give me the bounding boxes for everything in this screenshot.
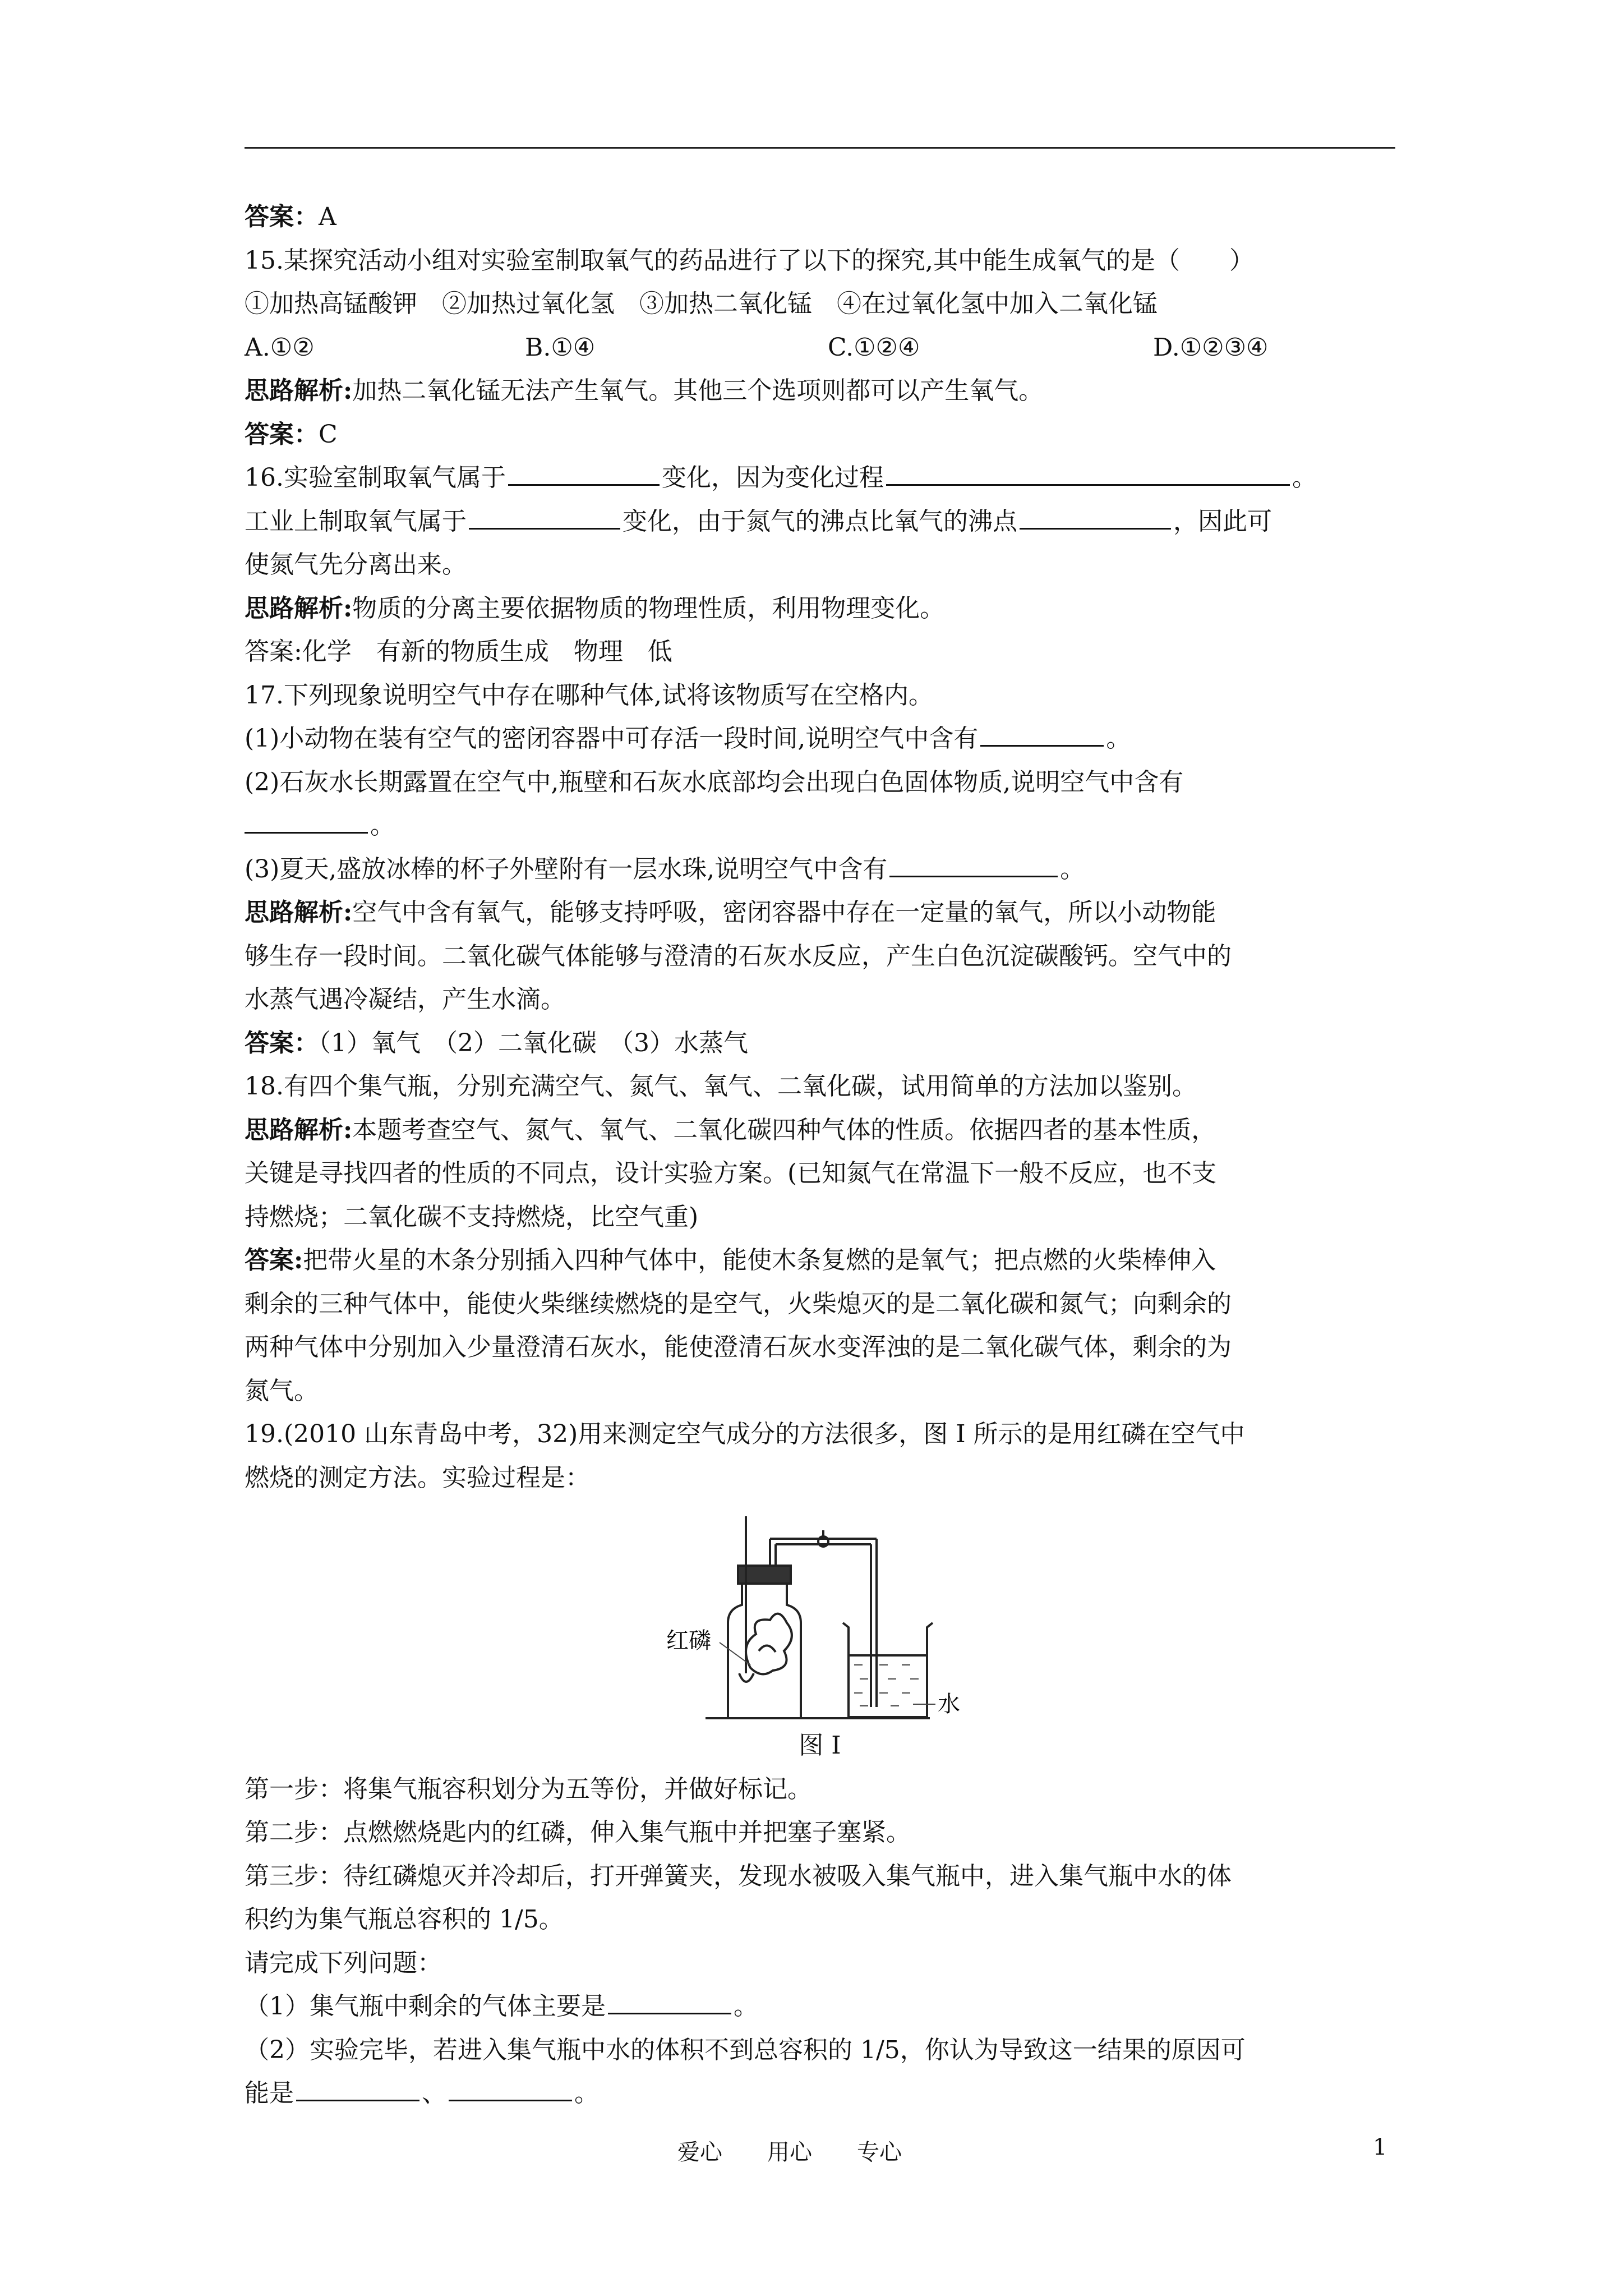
- q15-analysis: [245, 369, 1395, 413]
- q18-answer-2: 剩余的三种气体中，能使火柴继续燃烧的是空气，火柴熄灭的是二氧化碳和氮气；向剩余的: [245, 1289, 1232, 1318]
- q17-text: 。: [1060, 854, 1085, 884]
- q16-text: 工业上制取氧气属于: [245, 507, 467, 536]
- answer-value: （1）氧气 （2）二氧化碳 （3）水蒸气: [319, 1028, 748, 1057]
- q18-analysis-2: 关键是寻找四者的性质的不同点，设计实验方案。(已知氮气在常温下一般不反应，也不支: [245, 1159, 1217, 1188]
- q16-text: 16.实验室制取氧气属于: [245, 463, 506, 492]
- q16-text: 。: [1292, 463, 1317, 492]
- q19-sub1: [245, 1985, 1395, 2028]
- analysis-label: 思路解析:: [245, 1115, 353, 1144]
- answer-value: A: [319, 203, 336, 231]
- option-c: C.①②④: [828, 333, 920, 362]
- q18-analysis-3: 持燃烧；二氧化碳不支持燃烧，比空气重): [245, 1202, 699, 1231]
- fill-blank[interactable]: [469, 502, 620, 530]
- fill-blank[interactable]: [889, 850, 1058, 877]
- q19-step3-cont: 积约为集气瓶总容积的 1/5。: [245, 1905, 564, 1934]
- apparatus-diagram: [666, 1505, 980, 1724]
- fill-blank[interactable]: [608, 1987, 731, 2014]
- q19-text: （1）集气瓶中剩余的气体主要是: [245, 1992, 606, 2021]
- q19-stem: 19.(2010 山东青岛中考，32)用来测定空气成分的方法很多，图 I 所示的是用红磷在空气中: [245, 1420, 1245, 1448]
- q17-text: 。: [370, 811, 395, 840]
- q16-answer: 答案:化学 有新的物质生成 物理 低: [245, 637, 672, 666]
- q18-answer-3: 两种气体中分别加入少量澄清石灰水，能使澄清石灰水变浑浊的是二氧化碳气体，剩余的为: [245, 1333, 1232, 1361]
- analysis-label: 思路解析:: [245, 376, 353, 405]
- q16-analysis: [245, 587, 1395, 631]
- page-number: 1: [1373, 2134, 1387, 2160]
- q17-stem: 17.下列现象说明空气中存在哪种气体,试将该物质写在空格内。: [245, 680, 933, 710]
- q17-part2: (2)石灰水长期露置在空气中,瓶壁和石灰水底部均会出现白色固体物质,说明空气中含有: [245, 767, 1184, 797]
- analysis-label: 思路解析:: [245, 898, 353, 927]
- analysis-label: 思路解析:: [245, 593, 353, 623]
- answer-label: 答案：: [245, 203, 319, 231]
- q19-sub2-cont: [245, 2072, 1395, 2115]
- answer-label: 答案：: [245, 1028, 319, 1057]
- q19-step3: 第三步：待红磷熄灭并冷却后，打开弹簧夹，发现水被吸入集气瓶中，进入集气瓶中水的体: [245, 1861, 1232, 1890]
- option-a: A.①②: [245, 333, 315, 362]
- q17-analysis: [245, 891, 1395, 935]
- q19-step1: 第一步：将集气瓶容积划分为五等份，并做好标记。: [245, 1774, 812, 1803]
- q16-text: 变化，因为变化过程: [661, 463, 884, 492]
- fill-blank[interactable]: [296, 2074, 419, 2101]
- fill-blank[interactable]: [980, 719, 1104, 747]
- fill-blank[interactable]: [1020, 502, 1171, 530]
- q18-answer: [245, 1239, 1395, 1282]
- q17-analysis-2: 够生存一段时间。二氧化碳气体能够与澄清的石灰水反应，产生白色沉淀碳酸钙。空气中的: [245, 941, 1232, 970]
- q17-answer: [245, 1022, 1395, 1065]
- fill-blank[interactable]: [245, 806, 368, 834]
- header-rule: [245, 147, 1395, 149]
- q18-analysis: [245, 1108, 1395, 1152]
- q17-part2-cont: [245, 804, 1395, 848]
- fill-blank[interactable]: [886, 458, 1290, 486]
- apparatus-figure: [245, 1499, 1395, 1724]
- answer-label: 答案：: [245, 420, 319, 449]
- q19-stem-2: 燃烧的测定方法。实验过程是：: [245, 1463, 590, 1492]
- document-body: [245, 195, 1395, 2115]
- q19-text: 能是: [245, 2079, 294, 2108]
- analysis-text: 物质的分离主要依据物质的物理性质，利用物理变化。: [352, 593, 945, 623]
- answer-label: 答案:: [245, 1246, 303, 1274]
- q17-analysis-3: 水蒸气遇冷凝结，产生水滴。: [245, 985, 565, 1014]
- q17-text: 。: [1106, 724, 1131, 753]
- option-b: B.①④: [525, 333, 596, 362]
- analysis-text: 空气中含有氧气，能够支持呼吸，密闭容器中存在一定量的氧气，所以小动物能: [352, 898, 1216, 927]
- q16-text: ，因此可: [1173, 507, 1272, 536]
- q19-text: 、: [422, 2079, 446, 2108]
- analysis-text: 本题考查空气、氮气、氧气、二氧化碳四种气体的性质。依据四者的基本性质，: [352, 1115, 1216, 1144]
- footer-motto: 爱心 用心 专心: [677, 2139, 902, 2165]
- answer-text: 把带火星的木条分别插入四种气体中，能使木条复燃的是氧气；把点燃的火柴棒伸入: [303, 1246, 1216, 1274]
- q15-items: ①加热高锰酸钾 ②加热过氧化氢 ③加热二氧化锰 ④在过氧化氢中加入二氧化锰: [245, 289, 1158, 318]
- q19-text: 。: [734, 1992, 758, 2021]
- q18-stem: 18.有四个集气瓶，分别充满空气、氮气、氧气、二氧化碳，试用简单的方法加以鉴别。: [245, 1072, 1197, 1101]
- q17-text: (3)夏天,盛放冰棒的杯子外壁附有一层水珠,说明空气中含有: [245, 854, 888, 884]
- q17-text: (1)小动物在装有空气的密闭容器中可存活一段时间,说明空气中含有: [245, 724, 979, 753]
- q19-prompt: 请完成下列问题：: [245, 1948, 442, 1977]
- fill-blank[interactable]: [449, 2074, 572, 2101]
- q16-line2: [245, 500, 1395, 544]
- q15-options: [245, 326, 1395, 370]
- q16-text: 变化，由于氮气的沸点比氧气的沸点: [623, 507, 1017, 536]
- q18-answer-4: 氮气。: [245, 1376, 319, 1405]
- label-water: 水: [938, 1691, 960, 1717]
- label-red-phosphorus: 红磷: [666, 1628, 711, 1654]
- answer-value: C: [319, 420, 338, 449]
- fill-blank[interactable]: [508, 458, 660, 486]
- q16-line1: [245, 456, 1395, 500]
- figure-caption: 图 I: [799, 1731, 841, 1760]
- q19-step2: 第二步：点燃燃烧匙内的红磷，伸入集气瓶中并把塞子塞紧。: [245, 1818, 911, 1847]
- option-d: D.①②③④: [1153, 333, 1269, 362]
- q15-stem: 15.某探究活动小组对实验室制取氧气的药品进行了以下的探究,其中能生成氧气的是（ ）: [245, 246, 1254, 275]
- q17-part3: [245, 848, 1395, 891]
- q15-answer: [245, 413, 1395, 457]
- q17-part1: [245, 717, 1395, 761]
- q19-text: 。: [574, 2079, 599, 2108]
- analysis-text: 加热二氧化锰无法产生氧气。其他三个选项则都可以产生氧气。: [352, 376, 1044, 405]
- q19-sub2: （2）实验完毕，若进入集气瓶中水的体积不到总容积的 1/5，你认为导致这一结果的原因可: [245, 2035, 1246, 2064]
- q14-answer: [245, 195, 1395, 239]
- q16-line3: 使氮气先分离出来。: [245, 550, 467, 579]
